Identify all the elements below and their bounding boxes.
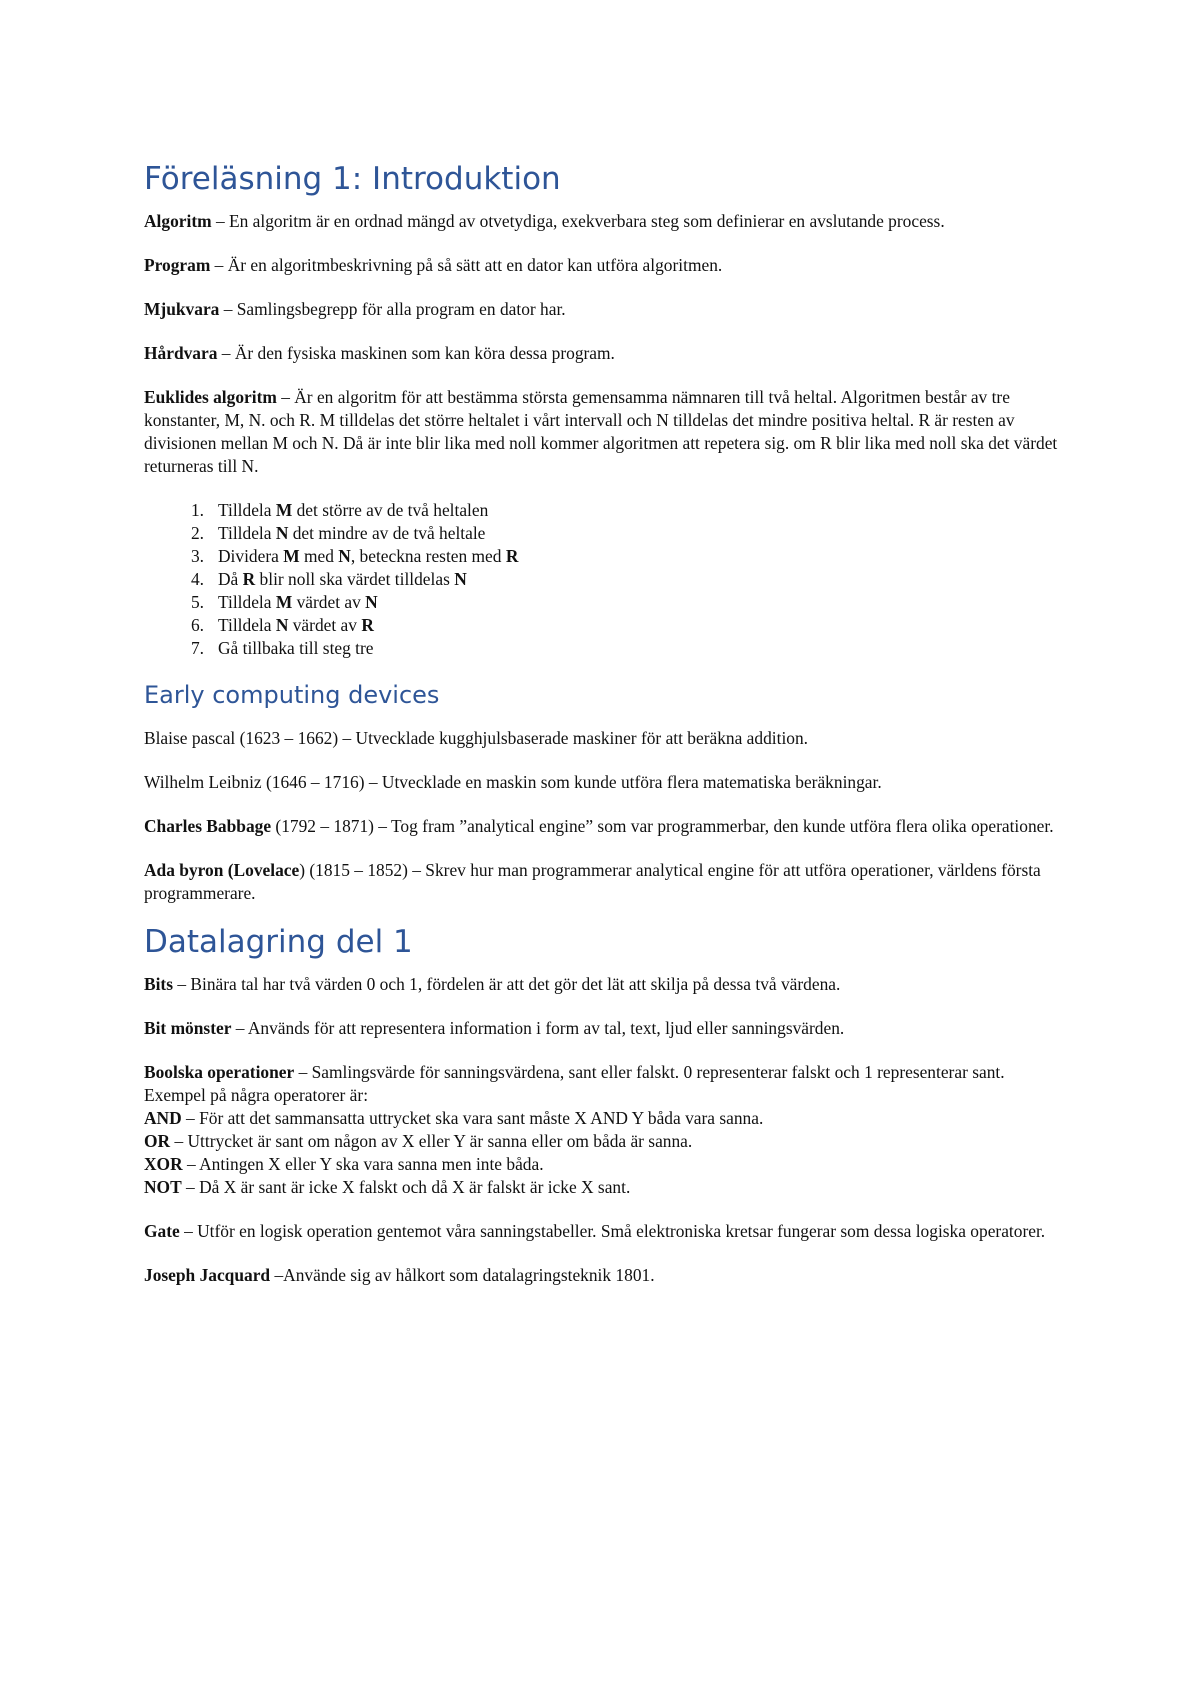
term-gate: Gate — [144, 1221, 180, 1241]
paragraph-program — [144, 254, 1064, 277]
list-text: Tilldela M värdet av N — [218, 592, 378, 612]
paragraph-pascal: Blaise pascal (1623 – 1662) – Utvecklade kugghjulsbaserade maskiner för att beräkna addition. — [144, 728, 809, 748]
list-number: 5. — [190, 592, 204, 612]
list-item — [144, 499, 1064, 522]
paragraph-boolska — [144, 1061, 1064, 1107]
definition-euklides: – Är en algoritm för att bestämma största gemensamma nämnaren till två heltal. Algoritmen består av tre konstanter, M, N. och R. M tilldelas det större heltalet i vårt intervall och N tilldelas det mindre positiva heltal. R är resten av divisionen mellan M och N. Då är inte blir lika med noll kommer algoritmen att repetera sig. om R blir lika med noll ska det värdet returneras till N. — [144, 387, 1058, 476]
list-text: Tilldela N värdet av R — [218, 615, 374, 635]
term-algoritm: Algoritm — [144, 211, 212, 231]
list-text: Tilldela M det större av de två heltalen — [218, 500, 489, 520]
list-number: 1. — [190, 500, 204, 520]
list-item — [144, 545, 1064, 568]
euklides-steps-list — [144, 499, 1064, 660]
list-number: 6. — [190, 615, 204, 635]
definition-algoritm: – En algoritm är en ordnad mängd av otvetydiga, exekverbara steg som definierar en avslutande process. — [211, 211, 945, 231]
paragraph-bitmonster — [144, 1017, 1064, 1040]
paragraph-babbage — [144, 815, 1064, 838]
paragraph-or — [144, 1130, 1064, 1153]
list-text: Gå tillbaka till steg tre — [218, 638, 374, 658]
definition-xor: – Antingen X eller Y ska vara sanna men inte båda. — [182, 1154, 544, 1174]
paragraph-jacquard — [144, 1264, 1064, 1287]
term-ada: Ada byron (Lovelace — [144, 860, 300, 880]
list-number: 7. — [190, 638, 204, 658]
definition-gate: – Utför en logisk operation gentemot våra sanningstabeller. Små elektroniska kretsar fungerar som dessa logiska operatorer. — [179, 1221, 1046, 1241]
definition-not: – Då X är sant är icke X falskt och då X är falskt är icke X sant. — [181, 1177, 631, 1197]
paragraph-ada — [144, 859, 1064, 905]
definition-ada: ) (1815 – 1852) – Skrev hur man programmerar analytical engine för att utföra operationer, världens första programmerare. — [144, 860, 1041, 903]
definition-mjukvara: – Samlingsbegrepp för alla program en dator har. — [219, 299, 566, 319]
term-babbage: Charles Babbage — [144, 816, 272, 836]
paragraph-and — [144, 1107, 1064, 1130]
list-number: 4. — [190, 569, 204, 589]
paragraph-algoritm — [144, 210, 1064, 233]
term-or: OR — [144, 1131, 171, 1151]
term-program: Program — [144, 255, 211, 275]
paragraph-mjukvara — [144, 298, 1064, 321]
document-body — [144, 160, 1064, 1287]
term-and: AND — [144, 1108, 182, 1128]
heading-early-computing: Early computing devices — [144, 681, 440, 709]
definition-bits: – Binära tal har två värden 0 och 1, fördelen är att det gör det lät att skilja på dessa två värdena. — [173, 974, 841, 994]
definition-jacquard: –Använde sig av hålkort som datalagringsteknik 1801. — [270, 1265, 655, 1285]
definition-program: – Är en algoritmbeskrivning på så sätt att en dator kan utföra algoritmen. — [210, 255, 723, 275]
term-mjukvara: Mjukvara — [144, 299, 220, 319]
term-euklides: Euklides algoritm — [144, 387, 277, 407]
list-number: 3. — [190, 546, 204, 566]
term-jacquard: Joseph Jacquard — [144, 1265, 271, 1285]
list-text: Dividera M med N, beteckna resten med R — [218, 546, 519, 566]
definition-babbage: (1792 – 1871) – Tog fram ”analytical engine” som var programmerbar, den kunde utföra flera olika operationer. — [271, 816, 1054, 836]
list-number: 2. — [190, 523, 204, 543]
list-item — [144, 637, 1064, 660]
term-bitmonster: Bit mönster — [144, 1018, 232, 1038]
term-boolska: Boolska operationer — [144, 1062, 295, 1082]
heading-datalagring: Datalagring del 1 — [144, 924, 413, 960]
definition-boolska: – Samlingsvärde för sanningsvärdena, sant eller falskt. 0 representerar falskt och 1 representerar sant. Exempel på några operatorer är: — [144, 1062, 1005, 1105]
paragraph-not — [144, 1176, 1064, 1199]
list-item — [144, 522, 1064, 545]
list-text: Tilldela N det mindre av de två heltale — [218, 523, 486, 543]
definition-hardvara: – Är den fysiska maskinen som kan köra dessa program. — [217, 343, 615, 363]
term-xor: XOR — [144, 1154, 183, 1174]
term-hardvara: Hårdvara — [144, 343, 218, 363]
list-item — [144, 614, 1064, 637]
paragraph-gate — [144, 1220, 1064, 1243]
paragraph-bits — [144, 973, 1064, 996]
paragraph-xor — [144, 1153, 1064, 1176]
list-item — [144, 591, 1064, 614]
paragraph-euklides — [144, 386, 1064, 478]
definition-or: – Uttrycket är sant om någon av X eller Y är sanna eller om båda är sanna. — [170, 1131, 693, 1151]
heading-forelasning: Föreläsning 1: Introduktion — [144, 161, 561, 197]
list-item — [144, 568, 1064, 591]
term-not: NOT — [144, 1177, 182, 1197]
definition-bitmonster: – Används för att representera information i form av tal, text, ljud eller sanningsvärden. — [231, 1018, 845, 1038]
term-bits: Bits — [144, 974, 173, 994]
definition-and: – För att det sammansatta uttrycket ska vara sant måste X AND Y båda vara sanna. — [181, 1108, 764, 1128]
list-text: Då R blir noll ska värdet tilldelas N — [218, 569, 467, 589]
paragraph-hardvara — [144, 342, 1064, 365]
paragraph-leibniz: Wilhelm Leibniz (1646 – 1716) – Utvecklade en maskin som kunde utföra flera matematiska beräkningar. — [144, 772, 882, 792]
